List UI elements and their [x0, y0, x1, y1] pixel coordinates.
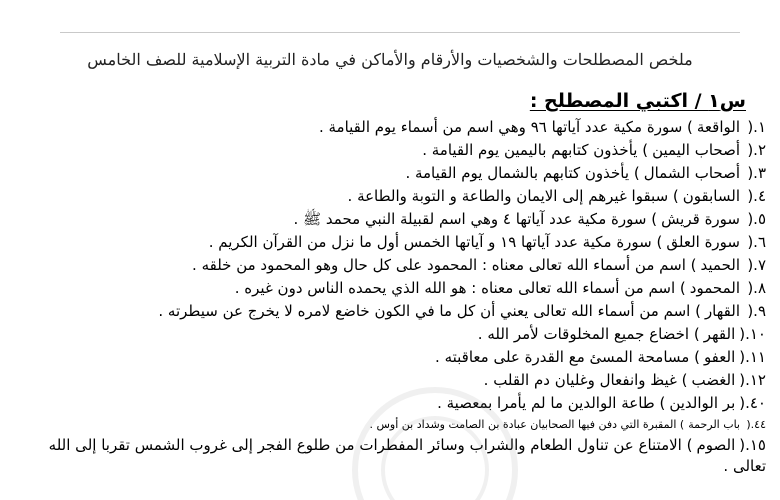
document-title: ملخص المصطلحات والشخصيات والأرقام والأماكن في مادة التربية الإسلامية للصف الخامس	[87, 50, 693, 69]
list-item	[40, 277, 766, 300]
item-definition: ) اسم من أسماء الله تعالى معناه : المحمود على كل حال وهو المحمود من خلقه .	[192, 256, 697, 274]
item-number: ١٥.(	[739, 436, 766, 454]
item-number: ٧.(	[747, 256, 766, 274]
item-term: أصحاب الشمال	[643, 164, 740, 182]
top-divider	[60, 32, 740, 33]
list-item	[40, 116, 766, 139]
item-definition: ) الامتناع عن تناول الطعام والشراب وسائر المفطرات من طلوع الفجر إلى غروب الشمس تقربا إلى الله تعالى .	[48, 436, 766, 475]
item-definition: ) طاعة الوالدين ما لم يأمرا بمعصية .	[437, 394, 666, 412]
item-number: ١.(	[747, 118, 766, 136]
watermark-logo	[330, 360, 540, 500]
item-definition: ) سورة مكية عدد آياتها ٩٦ وهي اسم من أسماء يوم القيامة .	[318, 118, 693, 136]
list-item	[40, 139, 766, 162]
list-item	[40, 300, 766, 323]
item-term: سورة قريش	[661, 210, 740, 228]
item-term: الغضب	[691, 371, 736, 389]
item-number: ٤٤.(	[746, 418, 766, 431]
item-definition: ) مسامحة المسئ مع القدرة على معاقبته .	[435, 348, 700, 366]
item-number: ١٠.(	[739, 325, 766, 343]
item-number: ٩.(	[747, 302, 766, 320]
list-item	[40, 254, 766, 277]
item-term: الصوم	[696, 436, 736, 454]
item-definition: ) اسم من أسماء الله تعالى معناه : هو الله الذي يحمده الناس دون غيره .	[234, 279, 686, 297]
item-number: ١١.(	[739, 348, 766, 366]
item-definition: ) اسم من أسماء الله تعالى يعني أن كل ما في الكون خاضع لامره لا يخرج عن سيطرته .	[158, 302, 701, 320]
item-definition: ) المقبرة التي دفن فيها الصحابيان عبادة بن الصامت وشداد بن أوس .	[369, 418, 685, 431]
item-term: المحمود	[689, 279, 740, 297]
item-term: الواقعة	[696, 118, 740, 136]
item-number: ٢.(	[747, 141, 766, 159]
list-item	[40, 185, 766, 208]
item-term: العفو	[703, 348, 736, 366]
item-term: القهار	[704, 302, 740, 320]
item-number: ١٢.(	[739, 371, 766, 389]
item-number: ٥.(	[747, 210, 766, 228]
item-term: الحميد	[700, 256, 740, 274]
item-term: بر الوالدين	[669, 394, 736, 412]
item-number: ٦.(	[747, 233, 766, 251]
list-item	[40, 208, 766, 231]
list-item	[40, 162, 766, 185]
item-number: ٤.(	[747, 187, 766, 205]
list-item	[40, 323, 766, 346]
item-definition: ) غيظ وانفعال وغليان دم القلب .	[483, 371, 688, 389]
item-term: سورة العلق	[666, 233, 740, 251]
item-definition: ) سورة مكية عدد آياتها ١٩ و آياتها الخمس أول ما نزل من القرآن الكريم .	[208, 233, 663, 251]
item-definition: ) سورة مكية عدد آياتها ٤ وهي اسم لقبيلة النبي محمد ﷺ .	[293, 210, 658, 228]
item-definition: ) سبقوا غيرهم إلى الايمان والطاعة و التوبة والطاعة .	[347, 187, 679, 205]
item-term: القهر	[703, 325, 736, 343]
item-term: أصحاب اليمين	[652, 141, 740, 159]
item-number: ٣.(	[747, 164, 766, 182]
item-number: ٤٠.(	[739, 394, 766, 412]
question-heading: س١ / اكتبي المصطلح :	[529, 90, 746, 112]
list-item	[40, 231, 766, 254]
item-definition: ) يأخذون كتابهم باليمين يوم القيامة .	[422, 141, 649, 159]
item-term: السابقون	[682, 187, 740, 205]
item-definition: ) اخضاع جميع المخلوقات لأمر الله .	[477, 325, 700, 343]
item-number: ٨.(	[747, 279, 766, 297]
item-definition: ) يأخذون كتابهم بالشمال يوم القيامة .	[405, 164, 640, 182]
item-term: باب الرحمة	[688, 418, 740, 431]
